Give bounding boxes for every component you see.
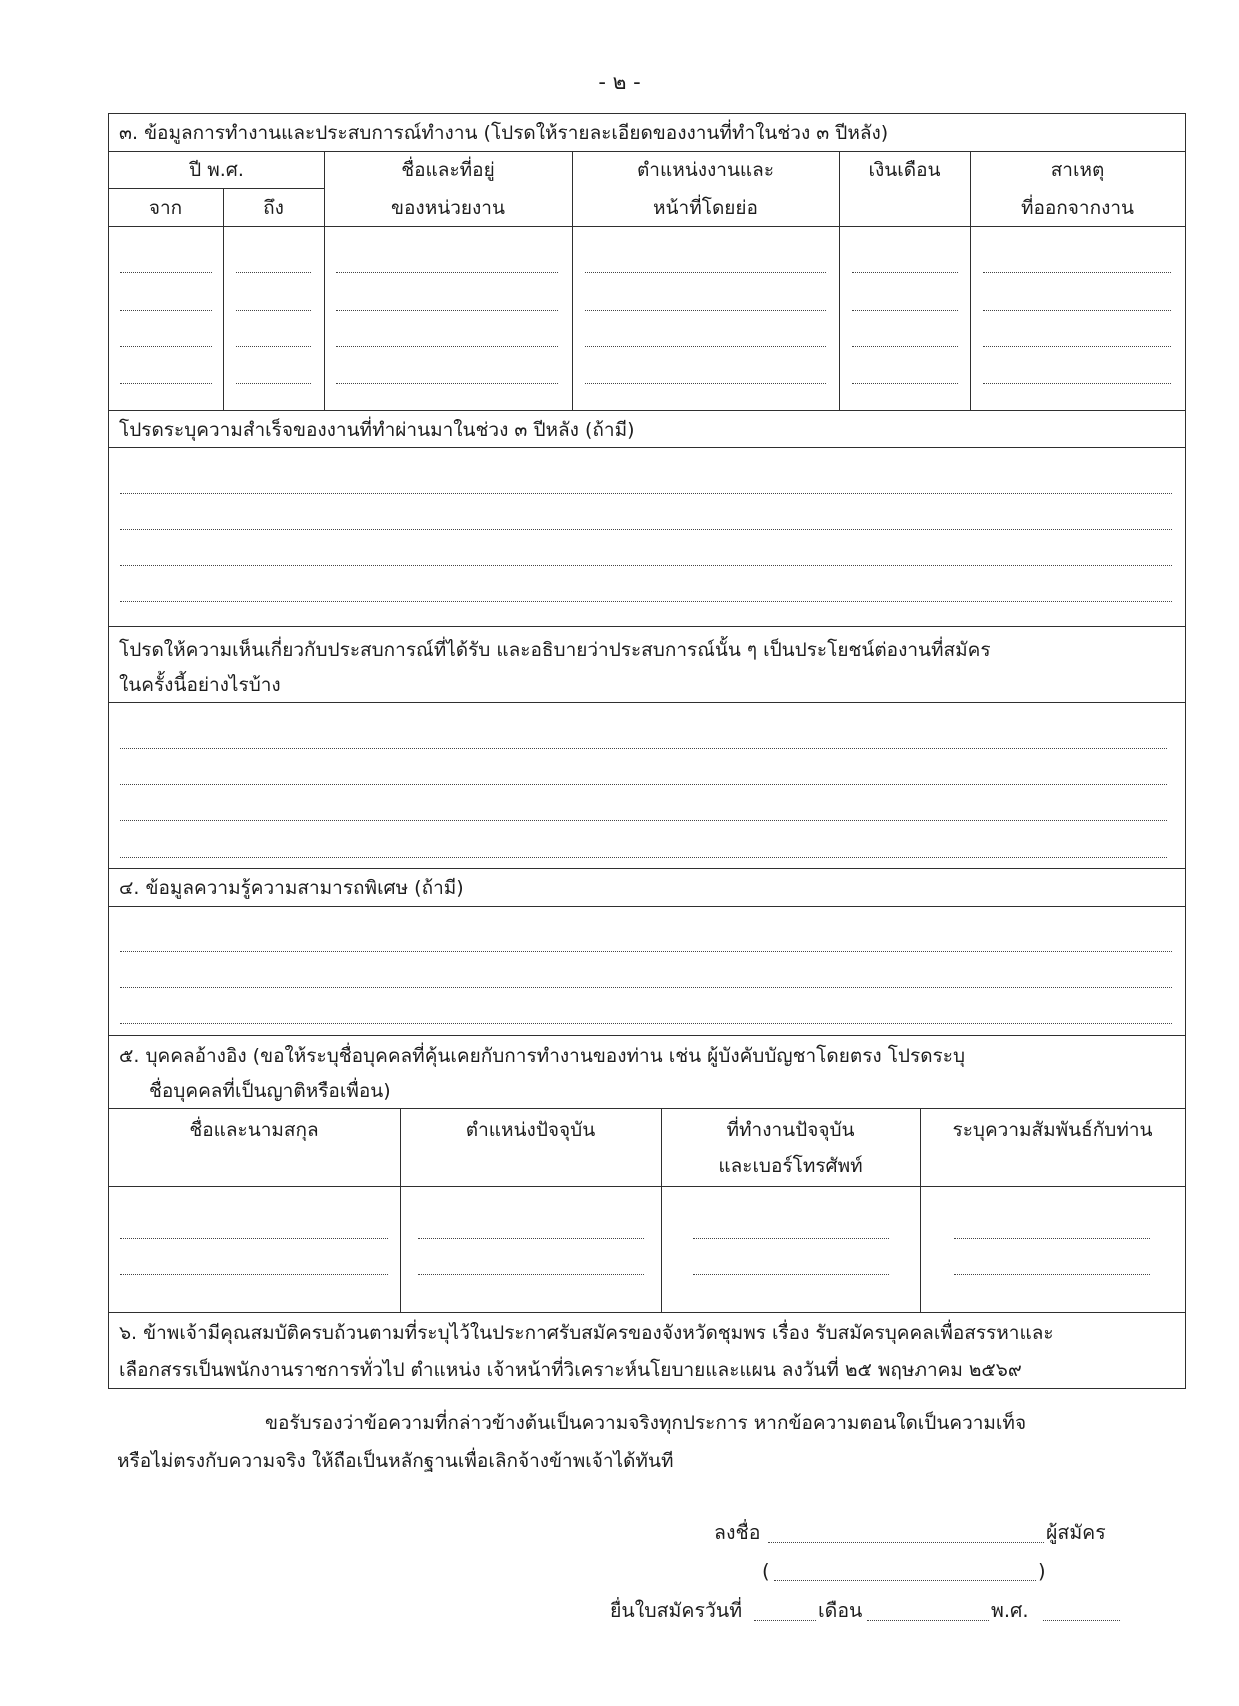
header-salary: เงินเดือน <box>868 159 941 181</box>
ref-header-workplace-line2: และเบอร์โทรศัพท์ <box>718 1155 863 1177</box>
header-position-line1: ตำแหน่งงานและ <box>636 159 775 181</box>
submit-day-field[interactable] <box>754 1620 816 1621</box>
signature-field[interactable] <box>768 1542 1044 1543</box>
section-5-title-line1: ๕. บุคคลอ้างอิง (ขอให้ระบุชื่อบุคคลที่คุ้นเคยกับการทำงานของท่าน เช่น ผู้บังคับบัญชาโดยตรง โปรดระบุ <box>119 1045 966 1067</box>
header-to: ถึง <box>263 197 284 219</box>
header-reason-line1: สาเหตุ <box>1050 159 1105 181</box>
applicant-label: ผู้สมัคร <box>1046 1521 1106 1544</box>
year-label: พ.ศ. <box>991 1599 1029 1622</box>
header-org-line2: ของหน่วยงาน <box>391 197 505 219</box>
paren-close: ) <box>1038 1560 1046 1583</box>
section-5-title-line2: ชื่อบุคคลที่เป็นญาติหรือเพื่อน) <box>149 1080 391 1102</box>
opinion-label-line1: โปรดให้ความเห็นเกี่ยวกับประสบการณ์ที่ได้รับ และอธิบายว่าประสบการณ์นั้น ๆ เป็นประโยชน์ต่องานที่สมัคร <box>119 639 991 661</box>
ref-header-name: ชื่อและนามสกุล <box>189 1119 319 1141</box>
section-4-title: ๔. ข้อมูลความรู้ความสามารถพิเศษ (ถ้ามี) <box>119 877 464 899</box>
achievements-label: โปรดระบุความสำเร็จของงานที่ทำผ่านมาในช่วง ๓ ปีหลัง (ถ้ามี) <box>119 419 635 441</box>
submit-month-field[interactable] <box>867 1620 989 1621</box>
ref-header-relation: ระบุความสัมพันธ์กับท่าน <box>952 1119 1153 1141</box>
section-6-line2: เลือกสรรเป็นพนักงานราชการทั่วไป ตำแหน่ง เจ้าหน้าที่วิเคราะห์นโยบายและแผน ลงวันที่ ๒๕ พฤษภาคม ๒๕๖๙ <box>119 1359 1022 1381</box>
ref-header-position: ตำแหน่งปัจจุบัน <box>465 1119 596 1141</box>
header-year: ปี พ.ศ. <box>189 159 244 181</box>
header-reason-line2: ที่ออกจากงาน <box>1020 197 1135 219</box>
submit-date-label: ยื่นใบสมัครวันที่ <box>610 1599 743 1622</box>
ref-header-workplace-line1: ที่ทำงานปัจจุบัน <box>726 1119 855 1141</box>
page-number: - ๒ - <box>598 70 641 94</box>
section-6-line1: ๖. ข้าพเจ้ามีคุณสมบัติครบถ้วนตามที่ระบุไว้ในประกาศรับสมัครของจังหวัดชุมพร เรื่อง รับสมัครบุคคลเพื่อสรรหาและ <box>119 1322 1054 1344</box>
printed-name-field[interactable] <box>774 1580 1036 1581</box>
header-org-line1: ชื่อและที่อยู่ <box>401 159 495 181</box>
paren-open: ( <box>762 1560 770 1583</box>
certification-line2: หรือไม่ตรงกับความจริง ให้ถือเป็นหลักฐานเพื่อเลิกจ้างข้าพเจ้าได้ทันที <box>117 1450 674 1472</box>
opinion-label-line2: ในครั้งนี้อย่างไรบ้าง <box>119 674 281 696</box>
sign-label: ลงชื่อ <box>714 1521 761 1544</box>
header-from: จาก <box>148 197 183 219</box>
submit-year-field[interactable] <box>1043 1620 1120 1621</box>
header-position-line2: หน้าที่โดยย่อ <box>653 197 758 219</box>
month-label: เดือน <box>818 1599 863 1622</box>
certification-line1: ขอรับรองว่าข้อความที่กล่าวข้างต้นเป็นความจริงทุกประการ หากข้อความตอนใดเป็นความเท็จ <box>265 1412 1027 1434</box>
section-3-title: ๓. ข้อมูลการทำงานและประสบการณ์ทำงาน (โปรดให้รายละเอียดของงานที่ทำในช่วง ๓ ปีหลัง) <box>119 122 889 144</box>
